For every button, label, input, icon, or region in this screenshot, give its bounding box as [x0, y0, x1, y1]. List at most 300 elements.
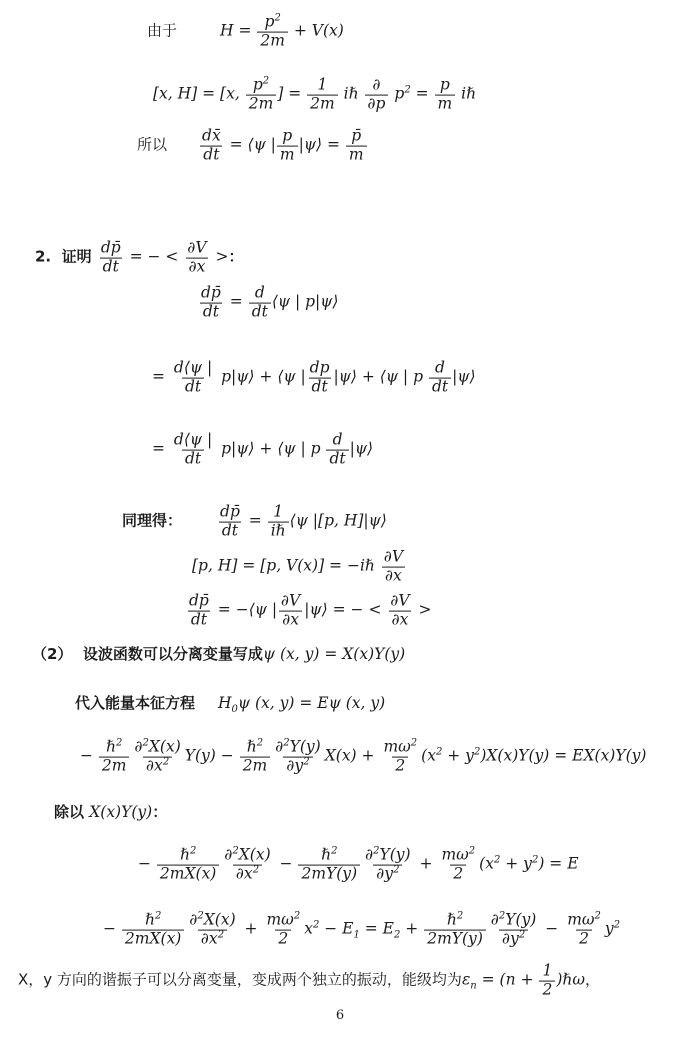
math-text: ℏ — [321, 845, 332, 864]
fraction-numerator — [279, 128, 295, 146]
fraction — [387, 593, 412, 630]
cjk-text: ： — [152, 803, 168, 821]
cjk-text: 除以 — [54, 803, 90, 821]
fraction-numerator — [381, 549, 406, 567]
fraction-numerator — [171, 360, 215, 378]
math-text: ∂x — [385, 566, 402, 585]
math-text: ∂ — [224, 845, 233, 864]
line-rearranged-equation — [103, 912, 620, 949]
fraction-denominator — [392, 757, 408, 776]
fraction-numerator — [318, 847, 340, 865]
math-text: 2 — [217, 929, 225, 941]
fraction-denominator — [382, 567, 405, 586]
math-text: 1 — [317, 75, 328, 94]
fraction-denominator — [389, 611, 412, 630]
fraction-denominator — [200, 146, 222, 165]
fraction — [122, 912, 184, 949]
fraction — [263, 912, 303, 949]
math-text: dt — [251, 302, 268, 321]
math-text: 2 — [493, 854, 501, 866]
math-text: X(x) + — [324, 746, 380, 765]
line-eigen-equation — [75, 694, 385, 714]
math-text: p|ψ⟩ + ⟨ψ | p — [216, 439, 326, 458]
line-youyu-hamiltonian — [147, 14, 344, 51]
fraction — [268, 504, 289, 541]
math-text: iℏ — [270, 521, 286, 540]
fraction-denominator — [188, 611, 210, 630]
fraction-denominator — [99, 757, 130, 776]
math-text: − — [103, 919, 121, 938]
fraction-denominator — [309, 378, 331, 397]
cjk-text: X，y 方向的谐振子可以分离变量，变成两个独立的振动，能级均为 — [18, 970, 462, 989]
line-suoyi-dxdt — [137, 128, 368, 165]
math-text: 2mX(x) — [159, 864, 217, 883]
math-text: Y(y) — [505, 910, 537, 929]
math-text: y — [604, 919, 614, 938]
math-text: d — [254, 283, 265, 302]
fraction — [435, 77, 456, 114]
fraction — [298, 847, 360, 884]
math-text: ∂x — [235, 864, 253, 883]
fraction — [171, 360, 215, 397]
fraction-numerator — [278, 593, 303, 611]
fraction — [131, 739, 183, 776]
math-text: ∂V — [187, 238, 207, 257]
math-text: 2 — [232, 845, 239, 857]
line-part2-heading — [32, 645, 405, 665]
math-text: ∂y — [502, 929, 519, 948]
math-text: 2 — [498, 910, 506, 922]
math-text: ℏ — [179, 845, 190, 864]
math-text: ) = E — [538, 854, 579, 873]
page-number: 6 — [335, 1008, 345, 1023]
fraction-numerator — [380, 739, 420, 757]
math-text: ∂V — [383, 547, 404, 566]
math-text: 2 — [283, 737, 290, 749]
fraction-numerator — [186, 593, 212, 611]
math-text: x — [304, 919, 313, 938]
math-text: > — [413, 600, 432, 619]
math-text: 2 — [468, 845, 476, 857]
fraction-denominator — [450, 865, 466, 884]
fraction — [98, 240, 124, 277]
fraction — [198, 285, 224, 322]
fraction-denominator — [326, 450, 348, 469]
math-text: ε — [461, 970, 471, 989]
math-text: ∂ — [275, 737, 284, 756]
math-text: 1 — [542, 961, 553, 980]
fraction-numerator — [171, 432, 215, 450]
math-text: = E — [359, 919, 394, 938]
math-text: X(x) — [238, 845, 271, 864]
fraction — [346, 128, 367, 165]
math-text: 2 — [579, 929, 589, 948]
fraction-numerator — [262, 14, 284, 32]
math-text: |ψ⟩ — [452, 367, 476, 386]
math-text: ℏ — [446, 910, 457, 929]
fraction-numerator — [199, 128, 224, 146]
fraction — [199, 128, 224, 165]
fraction — [184, 240, 209, 277]
math-text: 2m — [242, 756, 268, 775]
math-text: iℏ — [338, 84, 364, 103]
fraction — [186, 912, 238, 949]
math-text: d⟨ψ | — [173, 358, 213, 377]
fraction-denominator — [298, 865, 360, 884]
fraction-denominator — [198, 930, 227, 949]
fraction-numerator — [184, 240, 209, 258]
fraction-denominator — [279, 611, 302, 630]
fraction-numerator — [444, 912, 466, 930]
math-text: )X(x)Y(y) = EX(x)Y(y) — [480, 746, 647, 765]
math-text: ℏ — [246, 737, 257, 756]
math-text: dp̄ — [100, 238, 121, 257]
math-text: 2 — [453, 864, 464, 883]
cjk-text: 所以 — [137, 135, 168, 154]
fraction — [365, 77, 389, 114]
math-text: dt — [184, 377, 202, 396]
fraction — [240, 739, 271, 776]
math-text: 2 — [531, 854, 539, 866]
math-text: p|ψ⟩ + ⟨ψ | — [216, 367, 306, 386]
math-text: 2 — [542, 980, 553, 999]
math-text: p — [389, 84, 405, 103]
math-text: m — [348, 145, 364, 164]
math-text: mω — [383, 737, 411, 756]
line-dpdt-three-terms — [152, 360, 476, 397]
math-text: + — [239, 919, 263, 938]
fraction-denominator — [257, 32, 288, 51]
fraction-denominator — [435, 95, 456, 114]
math-text: ⟨ψ | p|ψ⟩ — [271, 292, 339, 311]
math-text: + y — [442, 746, 474, 765]
fraction-denominator — [539, 981, 555, 1000]
line-chuyi — [54, 803, 167, 823]
fraction-denominator — [246, 95, 277, 114]
fraction-denominator — [240, 757, 271, 776]
math-text: 2 — [197, 910, 204, 922]
math-text: 2mY(y) — [427, 929, 483, 948]
fraction-denominator — [424, 930, 486, 949]
math-text: = ⟨ψ | — [224, 135, 276, 154]
math-text: + y — [500, 854, 532, 873]
math-text: = − < — [124, 247, 184, 266]
math-text: dp̄ — [201, 283, 221, 302]
math-text: iℏ — [456, 84, 477, 103]
math-text: dt — [184, 449, 202, 468]
math-text: ∂x — [188, 257, 206, 276]
fraction-numerator — [103, 739, 125, 757]
math-text: (x — [421, 746, 436, 765]
math-text: 2 — [303, 756, 310, 768]
fraction-denominator — [373, 865, 402, 884]
math-text: 2m — [310, 94, 335, 113]
fraction — [277, 128, 298, 165]
math-text: [p, H] = [p, V(x)] = −iℏ — [192, 556, 380, 575]
fraction-numerator — [270, 504, 286, 522]
math-text: 2 — [278, 929, 289, 948]
math-text: ∂V — [390, 591, 410, 610]
fraction-numerator — [437, 77, 453, 95]
line-dpdt-two-terms — [152, 432, 373, 469]
math-text: |ψ⟩ = — [298, 135, 345, 154]
math-text: p — [282, 126, 293, 145]
math-text: dp — [309, 358, 330, 377]
fraction-denominator — [277, 146, 298, 165]
fraction-denominator — [100, 258, 122, 277]
fraction-numerator — [177, 847, 199, 865]
math-text: p — [252, 75, 263, 94]
math-text: 2 — [594, 910, 601, 922]
math-text: 2 — [410, 737, 418, 749]
fraction-numerator — [387, 593, 412, 611]
fraction — [272, 739, 323, 776]
math-text: 2 — [162, 756, 170, 768]
math-text: 2 — [613, 919, 621, 931]
math-text: − — [540, 919, 564, 938]
fraction-numerator — [432, 360, 448, 378]
fraction-numerator — [142, 912, 164, 930]
fraction — [278, 593, 303, 630]
math-text: ∂y — [376, 864, 394, 883]
cjk-text: 由于 — [147, 21, 178, 40]
fraction — [438, 847, 478, 884]
fraction-denominator — [429, 378, 451, 397]
fraction-numerator — [438, 847, 478, 865]
math-text: > — [210, 247, 229, 266]
math-text: p̄ — [351, 126, 362, 145]
math-text: d — [332, 430, 343, 449]
fraction — [157, 847, 219, 884]
math-text: dt — [329, 449, 346, 468]
fraction-numerator — [369, 77, 383, 95]
math-text: Y(y) — [289, 737, 321, 756]
fraction — [99, 739, 130, 776]
fraction-denominator — [122, 930, 184, 949]
fraction-denominator — [157, 865, 219, 884]
fraction — [326, 432, 348, 469]
cjk-text: 2. 证明 — [35, 247, 97, 266]
math-text: dt — [102, 257, 119, 276]
math-text: = — [152, 439, 170, 458]
math-text: 2 — [404, 84, 411, 96]
fraction — [424, 912, 486, 949]
fraction — [539, 963, 555, 1000]
math-text: ∂ — [365, 845, 374, 864]
fraction — [362, 847, 413, 884]
math-text: Y(y) − — [184, 746, 239, 765]
math-text: dp̄ — [220, 502, 240, 521]
math-text: 2m — [248, 94, 274, 113]
math-text: dt — [221, 521, 239, 540]
math-text: ∂x — [391, 610, 409, 629]
math-text: = — [243, 511, 267, 530]
fraction-numerator — [307, 360, 333, 378]
fraction — [307, 360, 333, 397]
fraction-denominator — [307, 95, 338, 114]
math-text: ] = — [277, 84, 307, 103]
fraction-numerator — [198, 285, 224, 303]
fraction-numerator — [263, 912, 303, 930]
cjk-text: （2） 设波函数可以分离变量写成 — [32, 645, 263, 663]
math-text: ∂ — [490, 910, 499, 929]
fraction-numerator — [98, 240, 124, 258]
math-text: 2 — [189, 845, 197, 857]
math-text: 0 — [231, 704, 238, 715]
fraction-denominator — [499, 930, 528, 949]
math-text: ℏ — [106, 737, 116, 756]
fraction-numerator — [186, 912, 238, 930]
line-dpdt-result — [185, 593, 432, 630]
math-text: = (n + — [476, 970, 539, 989]
math-text: + — [400, 919, 424, 938]
math-text: = −⟨ψ | — [212, 600, 278, 619]
math-text: )ℏω — [556, 970, 585, 989]
math-text: dt — [202, 302, 219, 321]
math-text: H = — [220, 21, 257, 40]
math-text: 2 — [373, 845, 380, 857]
math-text: 2mY(y) — [301, 864, 358, 883]
fraction-numerator — [348, 128, 364, 146]
fraction-numerator — [315, 77, 331, 95]
fraction-denominator — [576, 930, 592, 949]
fraction-denominator — [283, 757, 312, 776]
math-text: 1 — [353, 929, 360, 941]
math-text: m — [279, 145, 295, 164]
math-text: mω — [567, 910, 595, 929]
math-text: 2 — [331, 845, 338, 857]
fraction — [564, 912, 604, 949]
fraction-numerator — [217, 504, 243, 522]
fraction — [429, 360, 451, 397]
math-text: 2 — [252, 864, 260, 876]
math-text: ℏ — [144, 910, 155, 929]
fraction-denominator — [200, 303, 222, 322]
line-commutator-ph — [192, 549, 407, 586]
math-text: ψ (x, y) = X(x)Y(y) — [262, 645, 406, 663]
fraction-denominator — [268, 522, 289, 541]
fraction — [488, 912, 539, 949]
math-text: dt — [431, 377, 449, 396]
fraction-numerator — [488, 912, 539, 930]
fraction-numerator — [250, 77, 272, 95]
fraction-numerator — [330, 432, 346, 450]
math-text: |ψ⟩ — [349, 439, 374, 458]
math-text: ∂x — [200, 929, 218, 948]
fraction-denominator — [275, 930, 291, 949]
math-text: 2 — [394, 929, 401, 941]
fraction-denominator — [365, 95, 389, 114]
fraction — [186, 593, 212, 630]
fraction-denominator — [249, 303, 271, 322]
math-text: 2 — [518, 929, 526, 941]
math-text: + V(x) — [288, 21, 344, 40]
math-text: dt — [311, 377, 328, 396]
math-text: X(x) — [203, 910, 236, 929]
line-tonglide — [122, 504, 387, 541]
fraction — [217, 504, 243, 541]
math-text: 2 — [274, 12, 281, 24]
math-text: ∂ — [189, 910, 198, 929]
math-text: − — [138, 854, 156, 873]
line-conclusion — [18, 963, 600, 1000]
math-text: 2 — [116, 737, 123, 749]
math-text: 2mX(x) — [124, 929, 182, 948]
math-text: ∂x — [282, 610, 300, 629]
math-text: dt — [203, 145, 220, 164]
fraction — [257, 14, 288, 51]
fraction-denominator — [186, 258, 209, 277]
line-commutator-xh — [153, 77, 476, 114]
math-text: [x, H] = [x, — [153, 84, 245, 103]
fraction-numerator — [272, 739, 323, 757]
math-text: 2 — [154, 910, 162, 922]
cjk-text: ， — [584, 970, 600, 989]
math-text: 2 — [262, 75, 270, 87]
math-text: m — [437, 94, 453, 113]
math-text: 2 — [435, 746, 443, 758]
math-text: − — [80, 746, 98, 765]
math-text: + — [414, 854, 438, 873]
fraction-denominator — [182, 378, 204, 397]
math-text: ⟨ψ |[p, H]|ψ⟩ — [289, 511, 387, 530]
fraction-numerator — [244, 739, 266, 757]
math-text: |ψ⟩ = − < — [304, 600, 387, 619]
math-text: 2 — [473, 746, 481, 758]
math-text: ∂p — [367, 94, 386, 113]
math-text: H — [218, 694, 232, 712]
fraction — [381, 549, 406, 586]
fraction — [380, 739, 420, 776]
math-text: n — [470, 980, 477, 992]
math-text: = — [152, 367, 170, 386]
math-text: 1 — [273, 502, 284, 521]
fraction — [171, 432, 215, 469]
math-text: (x — [479, 854, 494, 873]
fraction — [246, 77, 277, 114]
math-text: d — [435, 358, 445, 377]
math-text: = — [410, 84, 434, 103]
fraction-numerator — [252, 285, 268, 303]
math-text: dp̄ — [189, 591, 209, 610]
math-text: ψ (x, y) = Eψ (x, y) — [237, 694, 386, 712]
fraction-numerator — [362, 847, 413, 865]
math-text: d⟨ψ | — [173, 430, 213, 449]
math-text: 2 — [312, 919, 320, 931]
math-text: p — [264, 12, 275, 31]
fraction-numerator — [131, 739, 183, 757]
fraction — [221, 847, 273, 884]
math-text: 2 — [456, 910, 464, 922]
fraction-numerator — [221, 847, 273, 865]
fraction-numerator — [539, 963, 555, 981]
math-text: ∂ — [134, 737, 143, 756]
math-text: mω — [441, 845, 469, 864]
fraction-numerator — [564, 912, 604, 930]
line-separated-full — [80, 739, 646, 776]
math-text: = — [224, 292, 248, 311]
fraction-denominator — [182, 450, 204, 469]
cjk-text: 代入能量本征方程 — [75, 694, 196, 712]
fraction-denominator — [219, 522, 241, 541]
math-text: ∂ — [372, 75, 381, 94]
math-text: ∂y — [286, 756, 304, 775]
math-text: 2 — [142, 737, 149, 749]
fraction-denominator — [233, 865, 262, 884]
math-text: Y(y) — [379, 845, 411, 864]
math-text: 2m — [101, 756, 127, 775]
math-text: dt — [190, 610, 207, 629]
